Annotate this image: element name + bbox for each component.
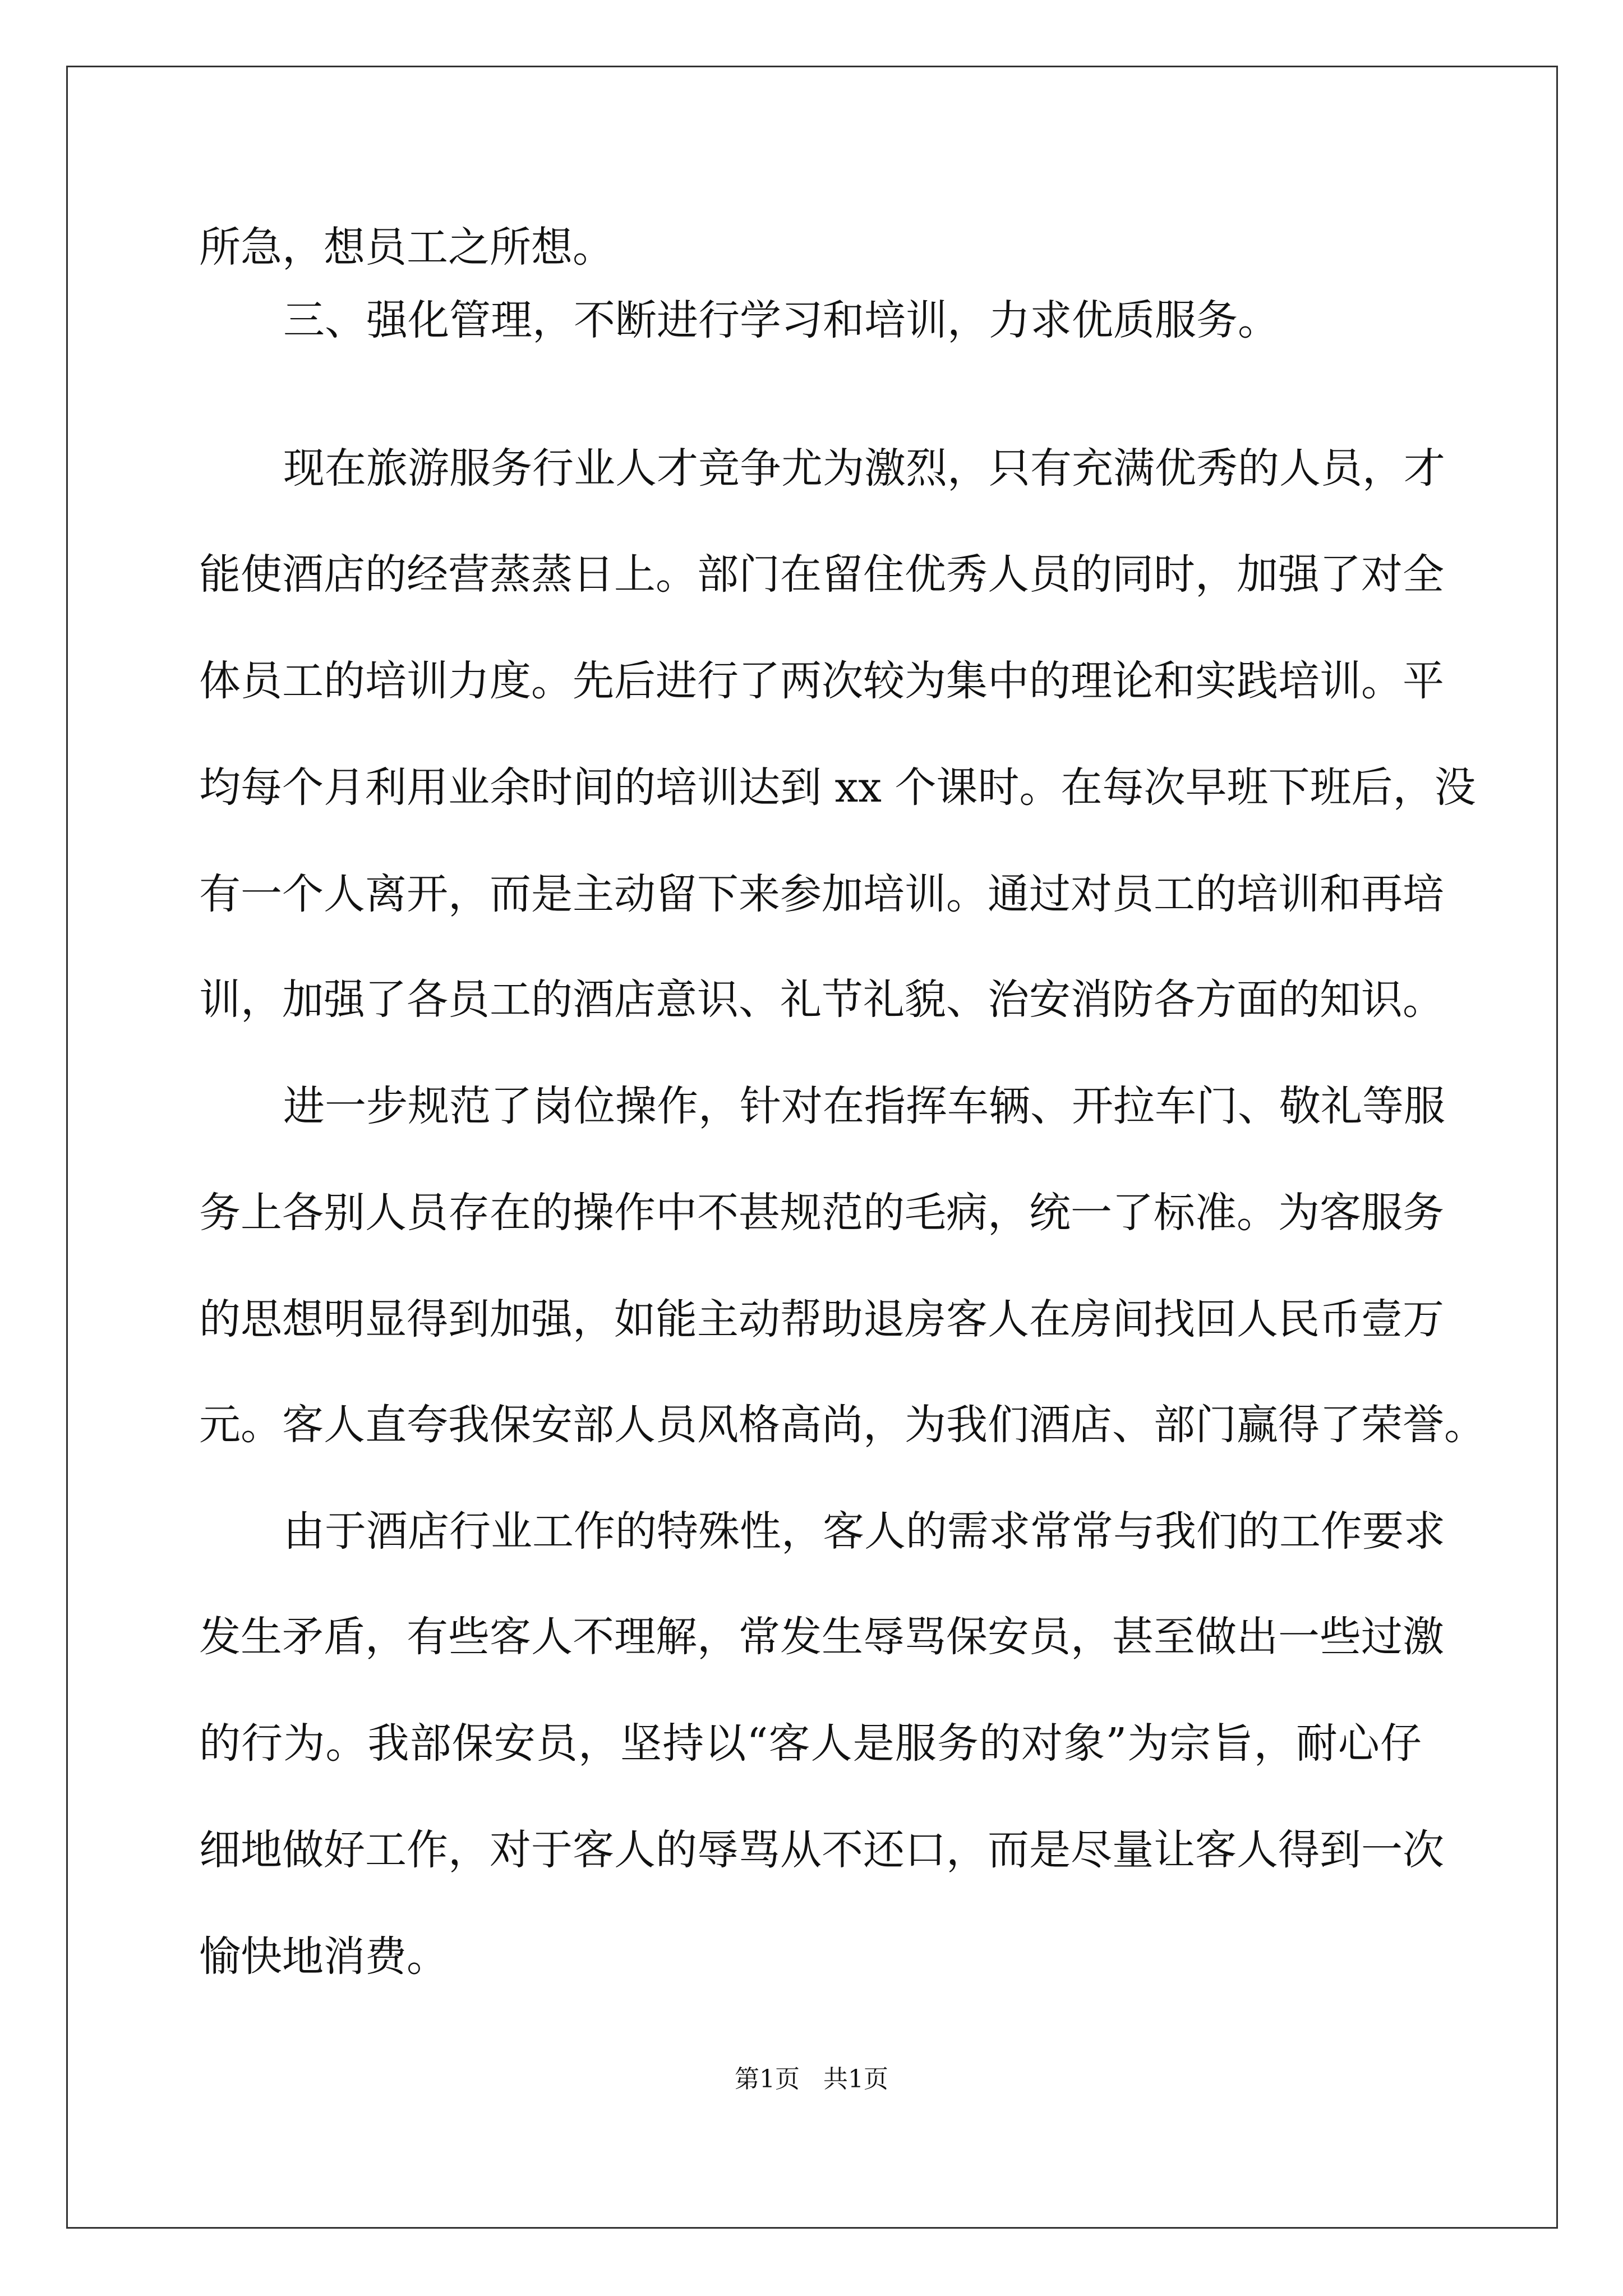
text-line: 均每个月利用业余时间的培训达到 xx 个课时。在每次早班下班后，没	[199, 763, 1476, 812]
page-footer: 第1页 共1页	[735, 2065, 888, 2093]
text-line: 由于酒店行业工作的特殊性，客人的需求常常与我们的工作要求	[283, 1507, 1445, 1556]
text-line: 现在旅游服务行业人才竞争尤为激烈，只有充满优秀的人员，才	[283, 444, 1445, 493]
text-line: 体员工的培训力度。先后进行了两次较为集中的理论和实践培训。平	[199, 657, 1444, 705]
text-line: 进一步规范了岗位操作，针对在指挥车辆、开拉车门、敬礼等服	[283, 1082, 1445, 1130]
text-line: 的思想明显得到加强，如能主动帮助退房客人在房间找回人民币壹万	[199, 1295, 1444, 1343]
page-border	[66, 66, 1558, 2229]
text-line: 所急，想员工之所想。	[199, 223, 614, 272]
text-line: 能使酒店的经营蒸蒸日上。部门在留住优秀人员的同时，加强了对全	[199, 550, 1444, 599]
text-line: 务上各别人员存在的操作中不甚规范的毛病，统一了标准。为客服务	[199, 1189, 1444, 1237]
section-heading: 三、强化管理，不断进行学习和培训，力求优质服务。	[283, 296, 1279, 344]
text-line: 细地做好工作，对于客人的辱骂从不还口，而是尽量让客人得到一次	[199, 1826, 1444, 1874]
text-line: 有一个人离开，而是主动留下来参加培训。通过对员工的培训和再培	[199, 870, 1444, 918]
text-line: 的行为。我部保安员，坚持以“客人是服务的对象”为宗旨，耐心仔	[199, 1719, 1422, 1768]
text-line: 愉快地消费。	[199, 1932, 448, 1981]
text-line: 发生矛盾，有些客人不理解，常发生辱骂保安员，甚至做出一些过激	[199, 1613, 1444, 1661]
text-line: 元。客人直夸我保安部人员风格高尚，为我们酒店、部门赢得了荣誉。	[199, 1401, 1486, 1449]
text-line: 训，加强了各员工的酒店意识、礼节礼貌、治安消防各方面的知识。	[199, 976, 1444, 1024]
